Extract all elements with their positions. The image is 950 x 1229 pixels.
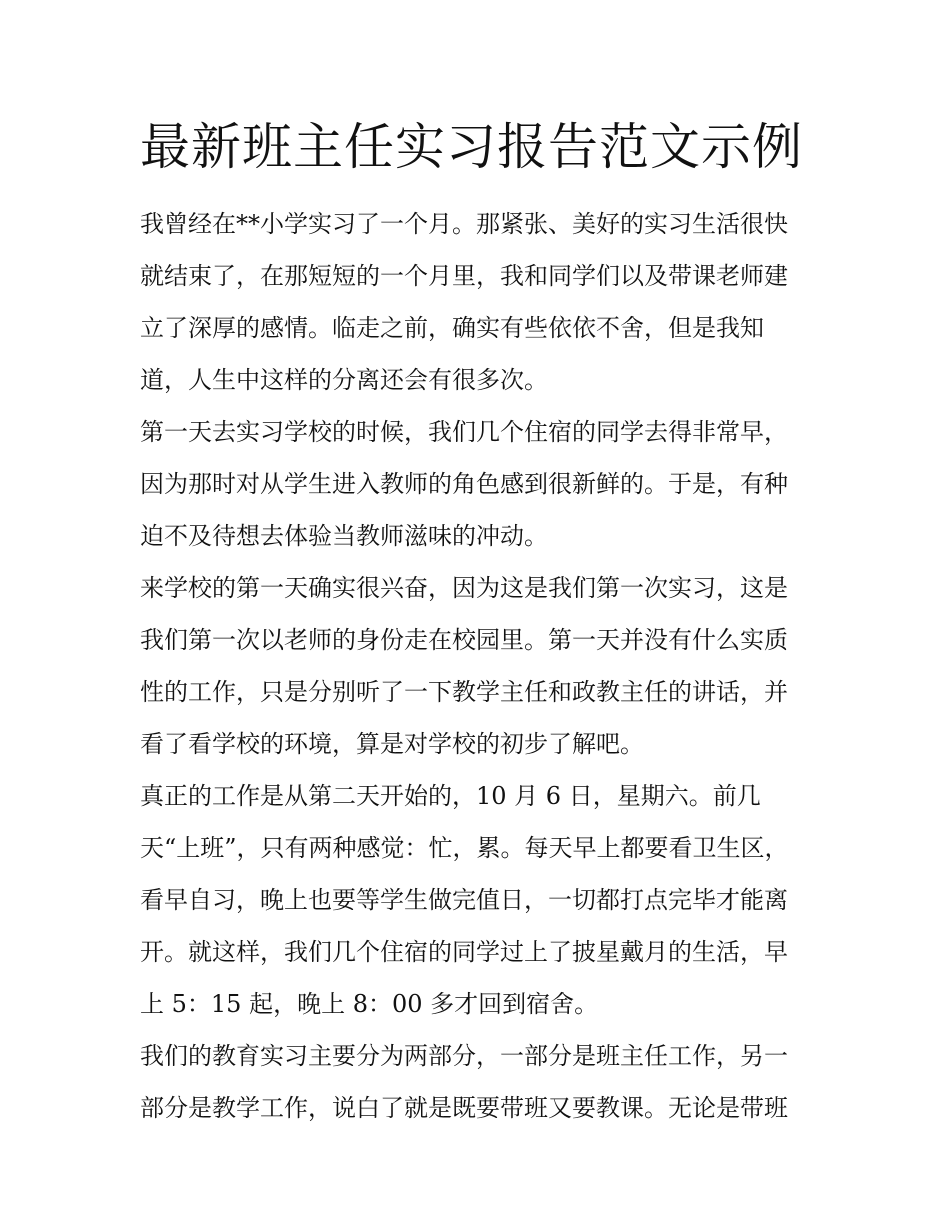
- body-line: 真正的工作是从第二天开始的，10 月 6 日，星期六。前几: [140, 782, 761, 810]
- body-line: 立了深厚的感情。临走之前，确实有些依依不舍，但是我知: [140, 314, 764, 342]
- body-line: 第一天去实习学校的时候，我们几个住宿的同学去得非常早，: [140, 418, 788, 446]
- body-line: 因为那时对从学生进入教师的角色感到很新鲜的。于是，有种: [140, 470, 788, 498]
- body-line: 道，人生中这样的分离还会有很多次。: [140, 366, 548, 394]
- body-line: 部分是教学工作，说白了就是既要带班又要教课。无论是带班: [140, 1094, 788, 1122]
- body-line: 天“上班”，只有两种感觉：忙，累。每天早上都要看卫生区，: [140, 834, 789, 862]
- body-line: 开。就这样，我们几个住宿的同学过上了披星戴月的生活，早: [140, 938, 788, 966]
- body-line: 看了看学校的环境，算是对学校的初步了解吧。: [140, 730, 644, 758]
- body-line: 我们第一次以老师的身份走在校园里。第一天并没有什么实质: [140, 626, 788, 654]
- document-title: 最新班主任实习报告范文示例: [140, 118, 803, 176]
- body-line: 上 5：15 起，晚上 8：00 多才回到宿舍。: [140, 990, 599, 1018]
- body-line: 看早自习，晚上也要等学生做完值日，一切都打点完毕才能离: [140, 886, 788, 914]
- body-line: 性的工作，只是分别听了一下教学主任和政教主任的讲话，并: [140, 678, 788, 706]
- body-line: 迫不及待想去体验当教师滋味的冲动。: [140, 522, 548, 550]
- body-line: 来学校的第一天确实很兴奋，因为这是我们第一次实习，这是: [140, 574, 788, 602]
- document-body: [140, 198, 815, 1134]
- body-line: 我们的教育实习主要分为两部分，一部分是班主任工作，另一: [140, 1042, 788, 1070]
- body-line: 就结束了，在那短短的一个月里，我和同学们以及带课老师建: [140, 262, 788, 290]
- body-line: 我曾经在**小学实习了一个月。那紧张、美好的实习生活很快: [140, 210, 788, 238]
